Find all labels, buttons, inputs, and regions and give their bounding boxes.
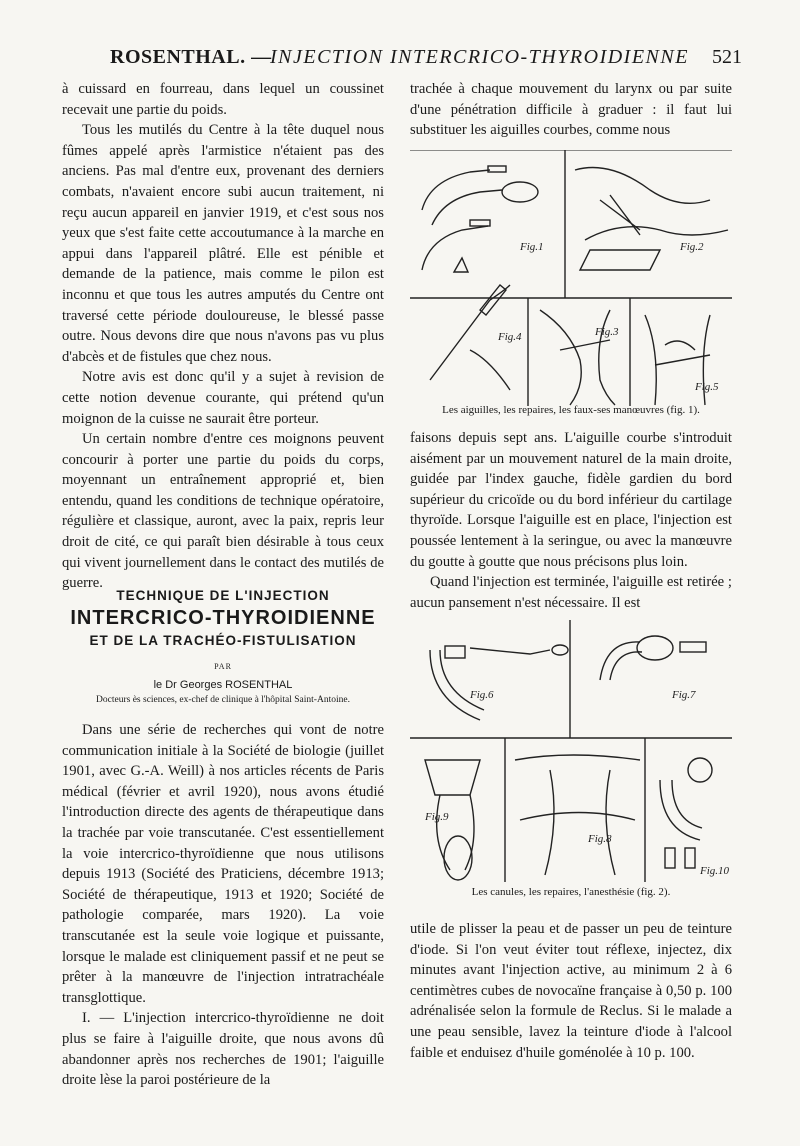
paragraph: utile de plisser la peau et de passer un peu de teinture d'iode. Si l'on veut éviter tout réflexe, injectez, dix minutes avant l'injection active, au minimum 2 à 6 centimètres cubes de novocaïne française à 0,50 p. 100 adrénalisée selon la formule de Reclus. Si le malade a une peau sensible, lavez la teinture d'iode à l'alcool faible et enduisez d'huile goménolée à 10 p. 100. xyxy=(410,921,732,1061)
right-column-middle xyxy=(410,428,732,613)
article-heading xyxy=(62,588,384,705)
fig-label: Fig.5 xyxy=(695,381,719,393)
fig-label: Fig.9 xyxy=(425,811,449,823)
paragraph: faisons depuis sept ans. L'aiguille courbe s'introduit aisément par un mouvement naturel de la main droite, guidée par l'index gauche, fidèle gardien du bord supérieur du cricoïde ou du bord inférieur du cartilage thyroïde. Lorsque l'aiguille est en place, l'injection est poussée lentement à la seringue, ou avec la manœuvre du goutte à goutte que nous précisons plus loin. xyxy=(410,430,732,570)
article-title-line2: INTERCRICO-THYROIDIENNE xyxy=(70,607,376,629)
paragraph: I. — L'injection intercrico-thyroïdienne ne doit plus se faire à l'aiguille droite, que nous avons dû abandonner après nos recherches de 1901; l'aiguille droite lèse la paroi postérieure de la xyxy=(62,1010,384,1089)
article-author: le Dr Georges ROSENTHAL xyxy=(153,679,293,691)
fig-label: Fig.8 xyxy=(588,833,612,845)
fig-label: Fig.1 xyxy=(520,241,544,253)
paragraph: Quand l'injection est terminée, l'aiguille est retirée ; aucun pansement n'est nécessaire. Il est xyxy=(410,574,732,611)
paragraph: Notre avis est donc qu'il y a sujet à revision de cette notion devenue courante, qui prétend qu'un moignon de la cuisse ne saurait être porteur. xyxy=(62,369,384,427)
article-title-line1: TECHNIQUE DE L'INJECTION xyxy=(116,588,330,603)
fig-label: Fig.7 xyxy=(672,689,696,701)
paragraph: à cuissard en fourreau, dans lequel un coussinet recevait une partie du poids. xyxy=(62,81,384,118)
paragraph: Dans une série de recherches qui vont de notre communication initiale à la Société de biologie (juillet 1901, avec G.-A. Weill) à nos articles récents de Paris médical (février et avril 1920), nous avons étudié l'introduction directe des agents de thérapeutique dans la trachée par voie transcutanée. C'est essentiellement la voie intercrico-thyroïdienne que nous utilisons depuis 1913 (Société des Praticiens, décembre 1913; Société de thérapeutique, 1913 et 1920; Société de pathologie comparée, mars 1920). La voie transcutanée est la seule voie logique et puissante, lorsque le malade est cliniquement passif et ne peut se prêter à la manœuvre de l'injection intratrachéale transglottique. xyxy=(62,722,384,1006)
article-affiliation: Docteurs ès sciences, ex-chef de clinique à l'hôpital Saint-Antoine. xyxy=(96,695,350,705)
article-par: PAR xyxy=(214,662,232,671)
fig-label: Fig.3 xyxy=(595,326,619,338)
fig-label: Fig.4 xyxy=(498,331,522,343)
header-title: INJECTION INTERCRICO-THYROIDIENNE xyxy=(270,46,689,68)
left-column-bottom xyxy=(62,720,384,1091)
article-title-line3: ET DE LA TRACHÉO-FISTULISATION xyxy=(89,633,357,648)
paragraph: trachée à chaque mouvement du larynx ou par suite d'une pénétration difficile à graduer : il faut lui substituer les aiguilles courbes, comme nous xyxy=(410,81,732,139)
figure-needles xyxy=(410,150,732,410)
page-number: 521 xyxy=(712,46,742,68)
fig-label: Fig.2 xyxy=(680,241,704,253)
fig-label: Fig.6 xyxy=(470,689,494,701)
right-column-top xyxy=(410,79,732,141)
page-header xyxy=(110,46,742,72)
figure-canulas xyxy=(410,620,732,882)
figure2-caption: Les canules, les repaires, l'anesthésie (fig. 2). xyxy=(471,886,671,898)
fig-label: Fig.10 xyxy=(700,865,730,877)
figure1-caption: Les aiguilles, les repaires, les faux-ses manœuvres (fig. 1). xyxy=(442,404,700,416)
paragraph: Un certain nombre d'entre ces moignons peuvent concourir à porter une partie du poids du corps, moyennant un entraînement approprié et, bien entendu, quand les conditions de technique opératoire, régulière et classique, auront, avec la paix, repris leur droit de cité, ce qui paraît bien désirable à tous ceux qui vivent journellement dans le contact des mutilés de guerre. xyxy=(62,431,384,592)
left-column-top xyxy=(62,79,384,594)
header-author: ROSENTHAL. — xyxy=(110,46,272,68)
paragraph: Tous les mutilés du Centre à la tête duquel nous fûmes appelé après l'armistice n'étaient pas des anciens. Pas mal d'entre eux, provenant des derniers combats, n'avaient encore subi aucun traitement, ni reçu aucun appareil en janvier 1919, et c'est sous nos yeux que s'est faite cette accoutumance à la marche en appui dans l'appareil plâtré. Elle est pénible et demande de la patience, mais comme le pilon est inconnu et que tous les autres amputés du Centre ont traversé cette période douloureuse, le blessé passe outre. Nous devons dire que nous n'avons pas vu plus d'abcès et de fistules que chez nous. xyxy=(62,122,384,365)
right-column-bottom xyxy=(410,919,732,1063)
